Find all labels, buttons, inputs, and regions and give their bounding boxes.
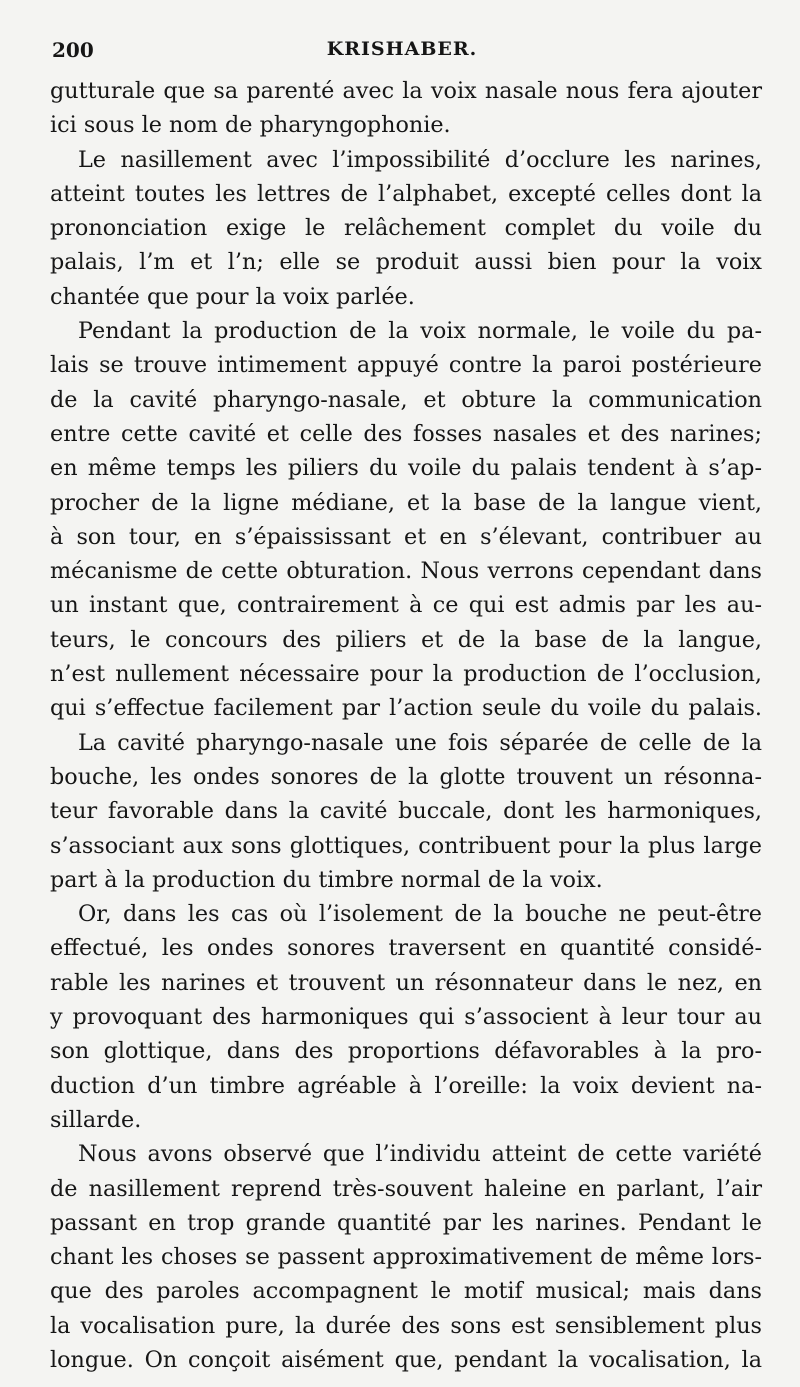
text-line: passant en trop grande quantité par les narines. Pendant le bbox=[50, 1209, 762, 1236]
text-line: de la cavité pharyngo-nasale, et obture la communication bbox=[50, 386, 762, 413]
text-line: Pendant la production de la voix normale, le voile du pa- bbox=[78, 318, 762, 345]
text-line: longue. On conçoit aisément que, pendant la vocalisation, la bbox=[50, 1346, 762, 1373]
text-line: un instant que, contrairement à ce qui est admis par les au- bbox=[50, 592, 762, 619]
text-line: ici sous le nom de pharyngophonie. bbox=[50, 112, 451, 139]
text-line: Nous avons observé que l’individu atteint de cette variété bbox=[78, 1141, 762, 1168]
text-line: duction d’un timbre agréable à l’oreille: la voix devient na- bbox=[50, 1072, 762, 1099]
text-line: sillarde. bbox=[50, 1106, 142, 1133]
text-line: teur favorable dans la cavité buccale, dont les harmoniques, bbox=[50, 798, 762, 825]
text-line: n’est nullement nécessaire pour la production de l’occlusion, bbox=[50, 661, 762, 688]
text-line: atteint toutes les lettres de l’alphabet, excepté celles dont la bbox=[50, 180, 762, 207]
text-line: mécanisme de cette obturation. Nous verrons cependant dans bbox=[50, 558, 762, 585]
text-line: prononciation exige le relâchement complet du voile du bbox=[50, 215, 762, 242]
page-header bbox=[52, 36, 752, 68]
text-line: Or, dans les cas où l’isolement de la bouche ne peut-être bbox=[78, 901, 762, 928]
text-line: à son tour, en s’épaississant et en s’élevant, contribuer au bbox=[50, 523, 762, 550]
text-line: en même temps les piliers du voile du palais tendent à s’ap- bbox=[50, 455, 762, 482]
text-line: procher de la ligne médiane, et la base de la langue vient, bbox=[50, 489, 762, 516]
text-line: part à la production du timbre normal de la voix. bbox=[50, 866, 603, 893]
text-line: rable les narines et trouvent un résonnateur dans le nez, en bbox=[50, 969, 762, 996]
text-line: la vocalisation pure, la durée des sons est sensiblement plus bbox=[50, 1312, 762, 1339]
text-line: que des paroles accompagnent le motif musical; mais dans bbox=[50, 1278, 762, 1305]
body-text bbox=[50, 74, 762, 1377]
text-line: chant les choses se passent approximativement de même lors- bbox=[50, 1244, 762, 1271]
text-line: teurs, le concours des piliers et de la base de la langue, bbox=[50, 626, 762, 653]
text-line: Le nasillement avec l’impossibilité d’occlure les narines, bbox=[78, 146, 762, 173]
text-line: entre cette cavité et celle des fosses nasales et des narines; bbox=[50, 420, 762, 447]
running-head: KRISHABER. bbox=[326, 38, 478, 60]
text-line: son glottique, dans des proportions défavorables à la pro- bbox=[50, 1038, 762, 1065]
text-line: de nasillement reprend très-souvent haleine en parlant, l’air bbox=[50, 1175, 762, 1202]
text-line: qui s’effectue facilement par l’action seule du voile du palais. bbox=[50, 695, 762, 722]
text-line: La cavité pharyngo-nasale une fois séparée de celle de la bbox=[78, 729, 762, 756]
text-line: lais se trouve intimement appuyé contre la paroi postérieure bbox=[50, 352, 762, 379]
text-line: s’associant aux sons glottiques, contribuent pour la plus large bbox=[50, 832, 762, 859]
page-number: 200 bbox=[52, 38, 94, 62]
text-line: palais, l’m et l’n; elle se produit aussi bien pour la voix bbox=[50, 249, 762, 276]
text-line: chantée que pour la voix parlée. bbox=[50, 283, 415, 310]
text-line: bouche, les ondes sonores de la glotte trouvent un résonna- bbox=[50, 763, 762, 790]
text-line: effectué, les ondes sonores traversent en quantité considé- bbox=[50, 935, 762, 962]
text-line: y provoquant des harmoniques qui s’associent à leur tour au bbox=[50, 1004, 762, 1031]
text-line: gutturale que sa parenté avec la voix nasale nous fera ajouter bbox=[50, 78, 762, 104]
